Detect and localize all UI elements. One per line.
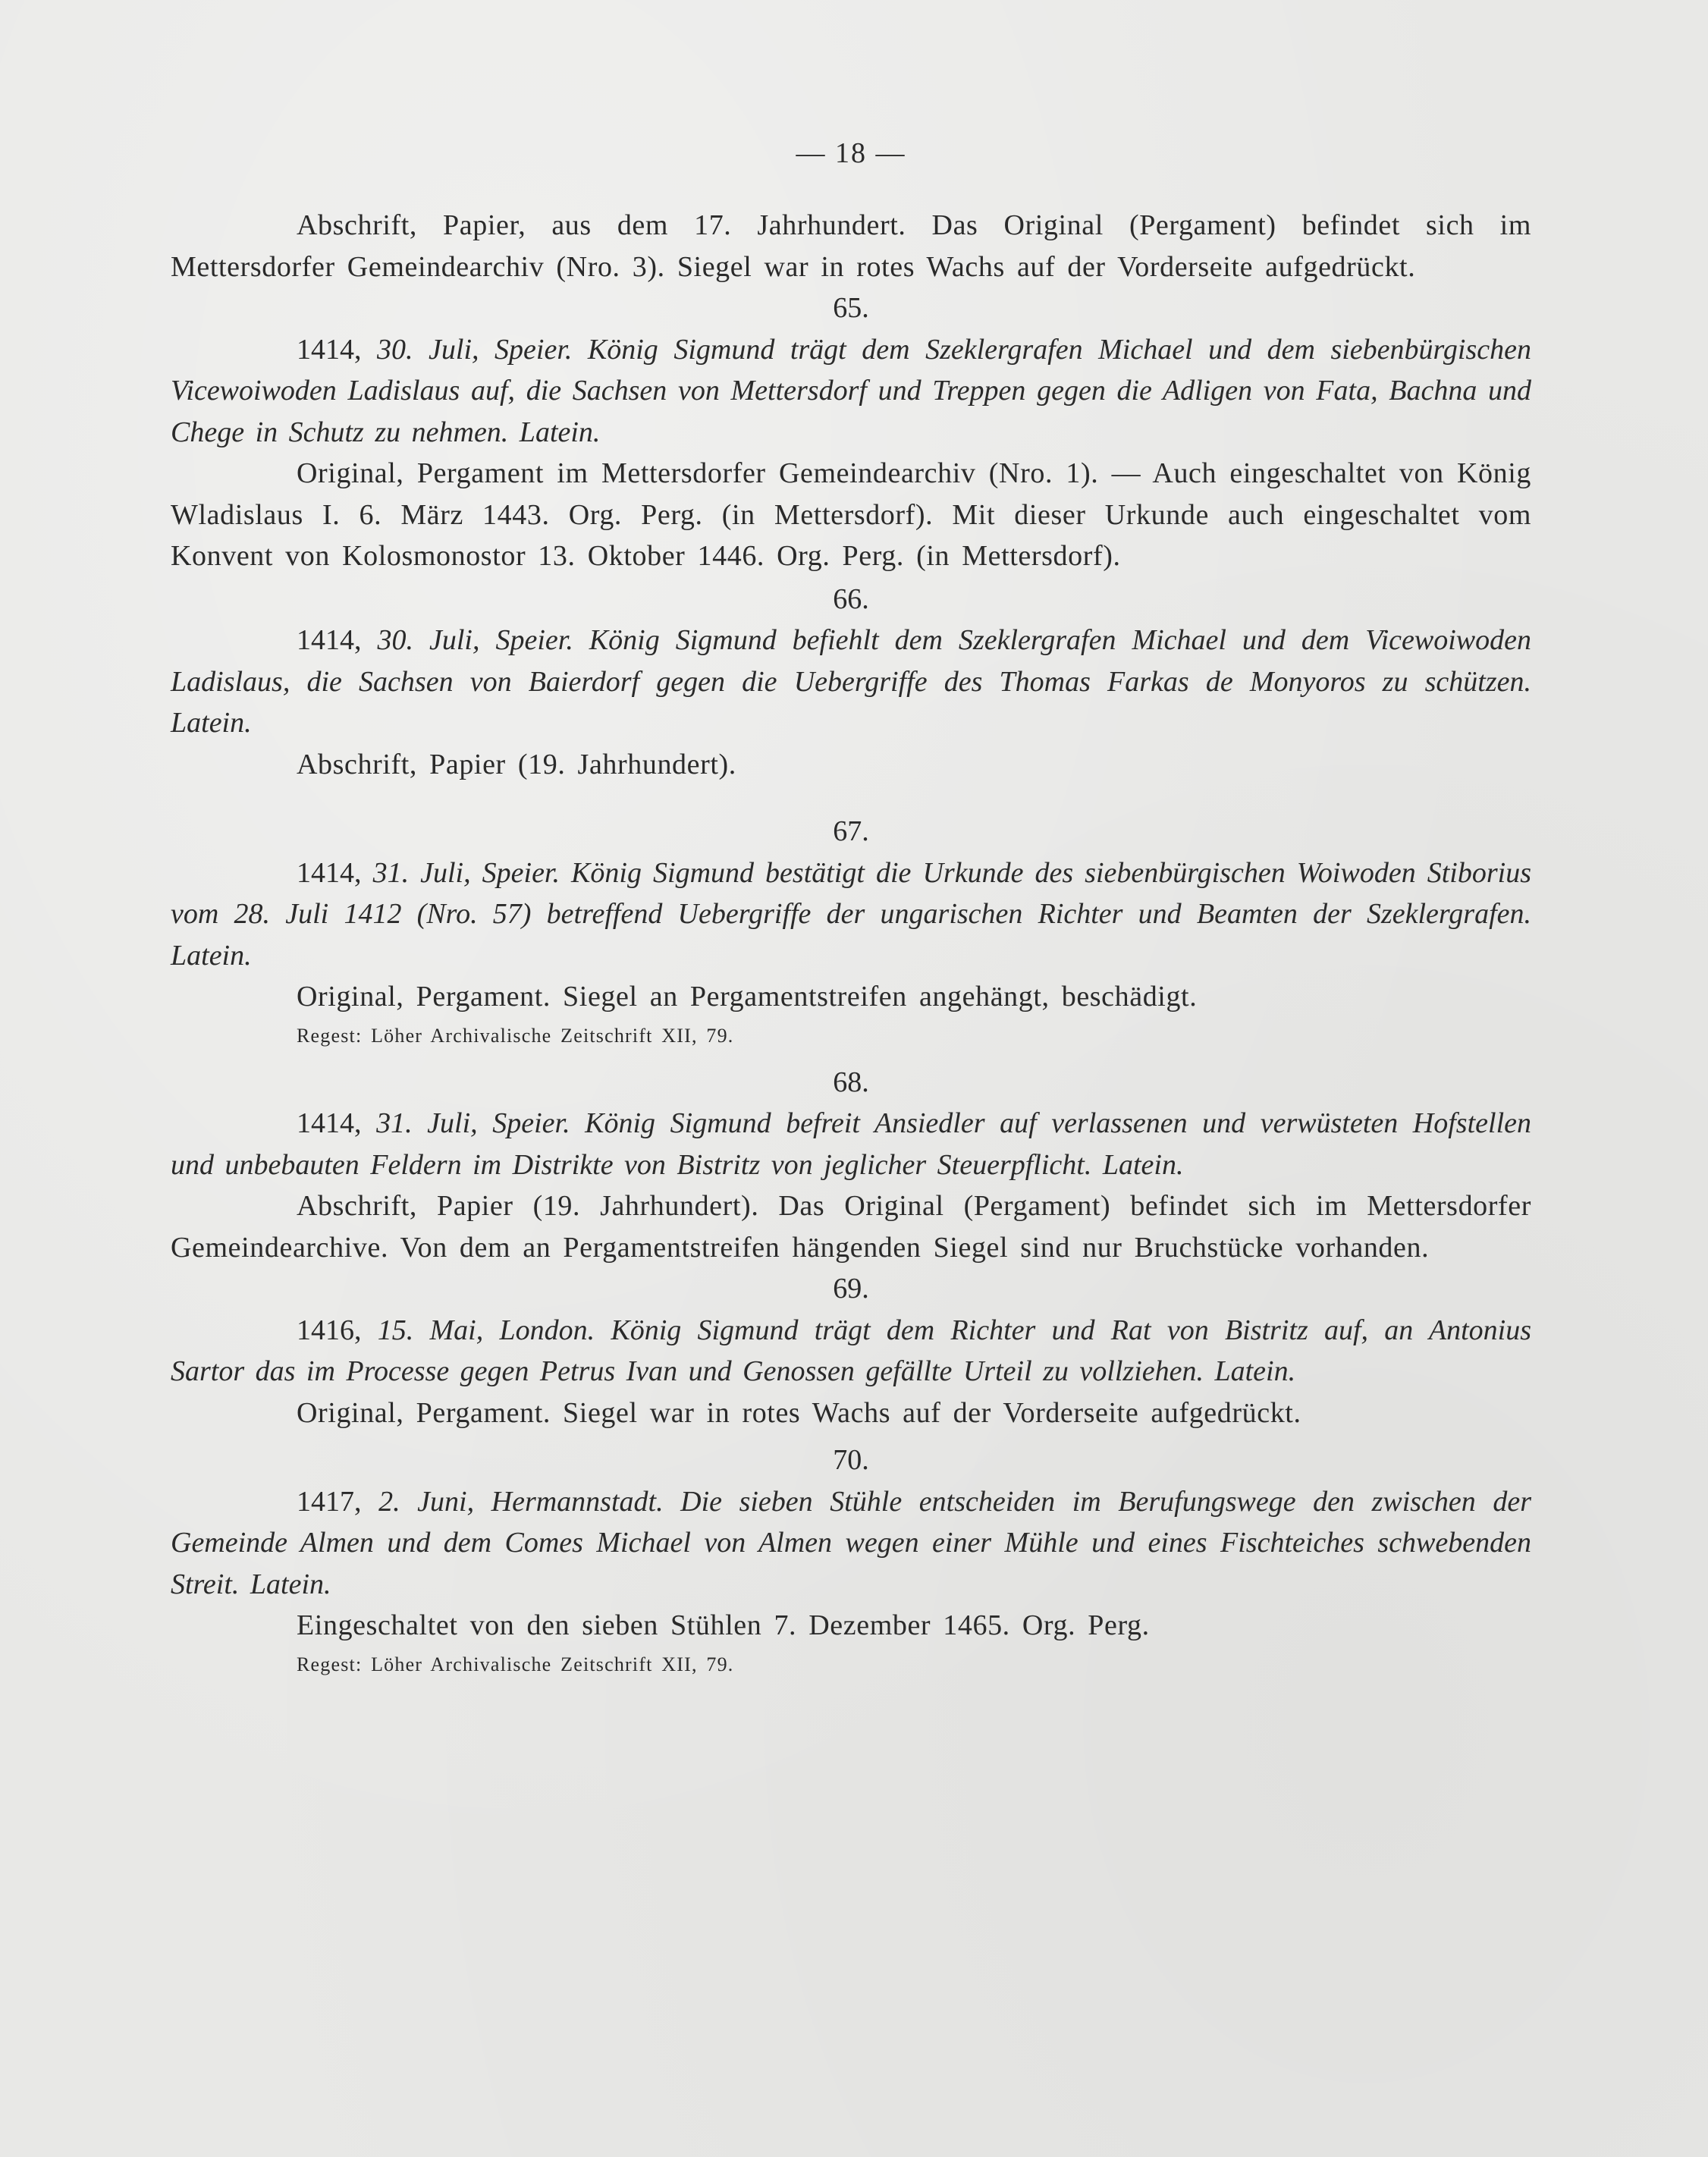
entry-summary: [171, 620, 1531, 744]
entry-summary: [171, 1310, 1531, 1392]
text-block: [171, 137, 1531, 1691]
entry-number: 69.: [833, 1273, 869, 1305]
entry-summary-text: 31. Juli, Speier. König Sigmund bestätigt die Urkunde des siebenbürgischen Woiwoden Stiborius vom 28. Juli 1412 (Nro. 57) betreffend Uebergriffe der ungarischen Richter und Beamten der Szeklergrafen. Latein.: [171, 856, 1532, 972]
entry-notes: Original, Pergament. Siegel an Pergamentstreifen angehängt, beschädigt.: [297, 981, 1198, 1013]
entry-notes: Abschrift, Papier (19. Jahrhundert). Das Original (Pergament) befindet sich im Mettersdorfer Gemeindearchive. Von dem an Pergamentstreifen hängenden Siegel sind nur Bruchstücke vorhanden.: [171, 1190, 1531, 1264]
entry-summary: [171, 329, 1531, 454]
entry-70: [171, 1440, 1531, 1680]
entry-number: 65.: [833, 292, 869, 324]
entry-summary: [171, 1103, 1531, 1185]
entry-notes: Eingeschaltet von den sieben Stühlen 7. Dezember 1465. Org. Perg.: [297, 1609, 1150, 1641]
entry-notes: Abschrift, Papier (19. Jahrhundert).: [297, 748, 736, 780]
entry-summary-text: 15. Mai, London. König Sigmund trägt dem Richter und Rat von Bistritz auf, an Antonius Sartor das im Processe gegen Petrus Ivan und Genossen gefällte Urteil zu vollziehen. Latein.: [171, 1314, 1531, 1387]
entry-notes: Original, Pergament im Mettersdorfer Gemeindearchiv (Nro. 1). — Auch eingeschaltet von König Wladislaus I. 6. März 1443. Org. Perg. (in Mettersdorf). Mit dieser Urkunde auch eingeschaltet vom Konvent von Kolosmonostor 13. Oktober 1446. Org. Perg. (in Mettersdorf).: [171, 457, 1531, 572]
page-number: — 18 —: [796, 137, 906, 169]
entry-summary: [171, 852, 1531, 977]
entry-69: [171, 1268, 1531, 1433]
entry-number: 70.: [833, 1444, 869, 1476]
entry-number: 66.: [833, 582, 869, 615]
entry-number: 68.: [833, 1066, 869, 1098]
entry-summary-text: 2. Juni, Hermannstadt. Die sieben Stühle entscheiden im Berufungswege den zwischen der Gemeinde Almen und dem Comes Michael von Almen wegen einer Mühle und eines Fischteiches schwebenden Streit. Latein.: [171, 1485, 1532, 1600]
entry-66: [171, 579, 1531, 786]
entry-year: 1414,: [297, 1107, 362, 1139]
entry-year: 1414,: [297, 624, 362, 656]
entry-number: 67.: [833, 815, 869, 847]
entry-regest: Regest: Löher Archivalische Zeitschrift XII, 79.: [297, 1653, 734, 1675]
entry-summary: [171, 1481, 1531, 1606]
entry-68: [171, 1062, 1531, 1269]
entry-65: [171, 287, 1531, 577]
entry-year: 1414,: [297, 856, 362, 889]
entry-summary-text: 31. Juli, Speier. König Sigmund befreit Ansiedler auf verlassenen und verwüsteten Hofstellen und unbebauten Feldern im Distrikte von Bistritz von jeglicher Steuerpflicht. Latein.: [171, 1107, 1532, 1181]
entry-summary-text: 30. Juli, Speier. König Sigmund trägt dem Szeklergrafen Michael und dem siebenbürgischen Vicewoiwoden Ladislaus auf, die Sachsen von Mettersdorf und Treppen gegen die Adligen von Fata, Bachna und Chege in Schutz zu nehmen. Latein.: [171, 333, 1532, 448]
entry-year: 1414,: [297, 333, 362, 366]
intro-paragraph: Abschrift, Papier, aus dem 17. Jahrhundert. Das Original (Pergament) befindet sich im Mettersdorfer Gemeindearchiv (Nro. 3). Siegel war in rotes Wachs auf der Vorderseite aufgedrückt.: [171, 209, 1531, 283]
entry-summary-text: 30. Juli, Speier. König Sigmund befiehlt dem Szeklergrafen Michael und dem Vicewoiwoden Ladislaus, die Sachsen von Baierdorf gegen die Uebergriffe des Thomas Farkas de Monyoros zu schützen. Latein.: [171, 624, 1532, 739]
entry-notes: Original, Pergament. Siegel war in rotes Wachs auf der Vorderseite aufgedrückt.: [297, 1396, 1301, 1429]
entry-year: 1416,: [297, 1314, 362, 1346]
entry-67: [171, 811, 1531, 1051]
entry-regest: Regest: Löher Archivalische Zeitschrift XII, 79.: [297, 1024, 734, 1047]
entry-year: 1417,: [297, 1485, 362, 1518]
